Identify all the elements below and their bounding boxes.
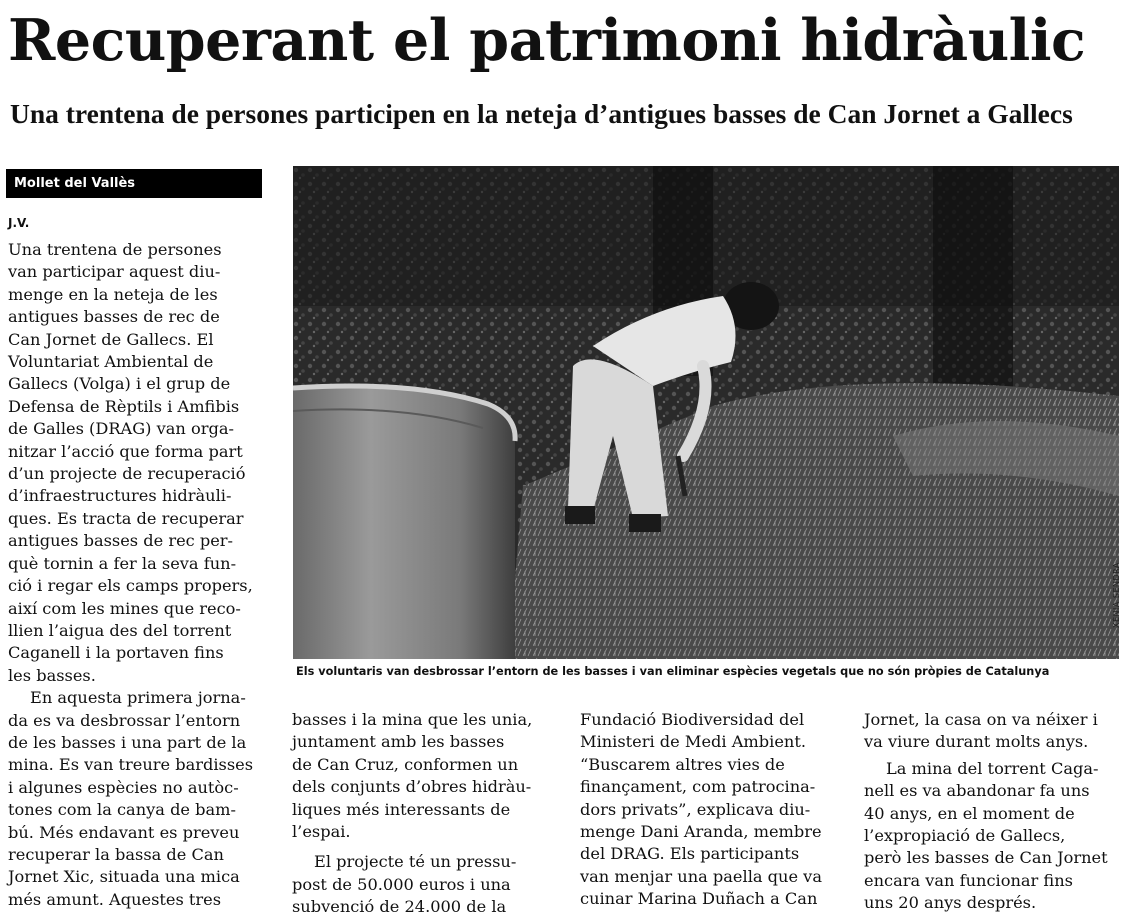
text-line: d’infraestructures hidràuli-	[8, 486, 232, 506]
text-line: tones com la canya de bam-	[8, 800, 236, 820]
text-line: de Galles (DRAG) van orga-	[8, 419, 234, 439]
text-line: llien l’aigua des del torrent	[8, 620, 232, 640]
article-column-3	[580, 709, 842, 911]
text-line: recuperar la bassa de Can	[8, 844, 224, 864]
text-line: nell es va abandonar fa uns	[864, 781, 1090, 801]
section-label: Mollet del Vallès	[6, 169, 262, 198]
text-line: post de 50.000 euros i una	[292, 874, 511, 894]
text-line: Gallecs (Volga) i el grup de	[8, 374, 231, 394]
text-line: juntament amb les basses	[292, 732, 505, 752]
text-line: l’expropiació de Gallecs,	[864, 826, 1066, 846]
photo-credit: XÈNIA SENDRA	[1112, 562, 1121, 628]
headline: Recuperant el patrimoni hidràulic	[8, 7, 1086, 74]
text-line: Jornet, la casa on va néixer i	[864, 710, 1098, 729]
text-line: basses i la mina que les unia,	[292, 710, 533, 729]
text-line: Ministeri de Medi Ambient.	[580, 732, 806, 752]
photo-volunteer-clearing-basin	[293, 166, 1119, 659]
text-line: El projecte té un pressu-	[314, 852, 517, 872]
text-line: cuinar Marina Duñach a Can	[580, 889, 818, 909]
text-line: Voluntariat Ambiental de	[8, 352, 214, 372]
text-line: liques més interessants de	[292, 799, 511, 819]
text-line: va viure durant molts anys.	[864, 732, 1089, 752]
text-line: així com les mines que reco-	[8, 598, 241, 618]
text-line: antigues basses de rec per-	[8, 531, 234, 551]
text-line: da es va desbrossar l’entorn	[8, 710, 241, 730]
text-line: uns 20 anys després.	[864, 893, 1037, 913]
text-line: del DRAG. Els participants	[580, 844, 800, 864]
text-line: finançament, com patrocina-	[580, 777, 816, 797]
text-line: l’espai.	[292, 822, 351, 842]
paragraph	[864, 758, 1126, 915]
text-line: nitzar l’acció que forma part	[8, 441, 243, 461]
text-line: les basses.	[8, 665, 96, 685]
text-line: En aquesta primera jorna-	[30, 688, 246, 708]
text-line: què tornin a fer la seva fun-	[8, 553, 237, 573]
paragraph	[580, 709, 842, 911]
text-line: van participar aquest diu-	[8, 262, 221, 282]
text-line: van menjar una paella que va	[580, 866, 822, 886]
text-line: menge Dani Aranda, membre	[580, 822, 822, 842]
text-line: d’un projecte de recuperació	[8, 464, 246, 484]
text-line: i algunes espècies no autòc-	[8, 777, 239, 797]
text-line: ció i regar els camps propers,	[8, 576, 253, 596]
article-photo	[293, 166, 1119, 659]
article-column-4	[864, 709, 1126, 915]
text-line: encara van funcionar fins	[864, 870, 1073, 890]
text-line: de les basses i una part de la	[8, 732, 247, 752]
byline: J.V.	[8, 216, 30, 230]
photo-caption: Els voluntaris van desbrossar l’entorn de les basses i van eliminar espècies vegetals que no són pròpies de Catalunya	[296, 665, 1050, 678]
paragraph	[864, 709, 1126, 754]
text-line: Caganell i la portaven fins	[8, 643, 224, 663]
paragraph	[8, 239, 264, 687]
text-line: La mina del torrent Caga-	[886, 758, 1099, 778]
text-line: bú. Més endavant es preveu	[8, 822, 240, 842]
text-line: Defensa de Rèptils i Amfibis	[8, 396, 240, 416]
text-line: més amunt. Aquestes tres	[8, 889, 222, 909]
text-line: “Buscarem altres vies de	[580, 754, 785, 774]
text-line: dors privats”, explicava diu-	[580, 799, 811, 819]
article-column-1	[8, 239, 264, 911]
text-line: ques. Es tracta de recuperar	[8, 508, 244, 528]
text-line: antigues basses de rec de	[8, 307, 220, 327]
text-line: de Can Cruz, conformen un	[292, 754, 519, 774]
text-line: Fundació Biodiversidad del	[580, 710, 805, 729]
text-line: 40 anys, en el moment de	[864, 803, 1075, 823]
paragraph	[8, 687, 264, 911]
paragraph	[292, 851, 554, 918]
text-line: dels conjunts d’obres hidràu-	[292, 777, 532, 797]
article-column-2	[292, 709, 554, 919]
subheadline: Una trentena de persones participen en la neteja d’antigues basses de Can Jornet a Gallecs	[10, 98, 1073, 129]
text-line: Jornet Xic, situada una mica	[8, 867, 240, 887]
text-line: Can Jornet de Gallecs. El	[8, 329, 214, 349]
text-line: subvenció de 24.000 de la	[292, 897, 507, 917]
text-line: però les basses de Can Jornet	[864, 848, 1108, 868]
text-line: menge en la neteja de les	[8, 284, 218, 304]
text-line: mina. Es van treure bardisses	[8, 755, 254, 775]
paragraph	[292, 709, 554, 843]
text-line: Una trentena de persones	[8, 240, 222, 259]
